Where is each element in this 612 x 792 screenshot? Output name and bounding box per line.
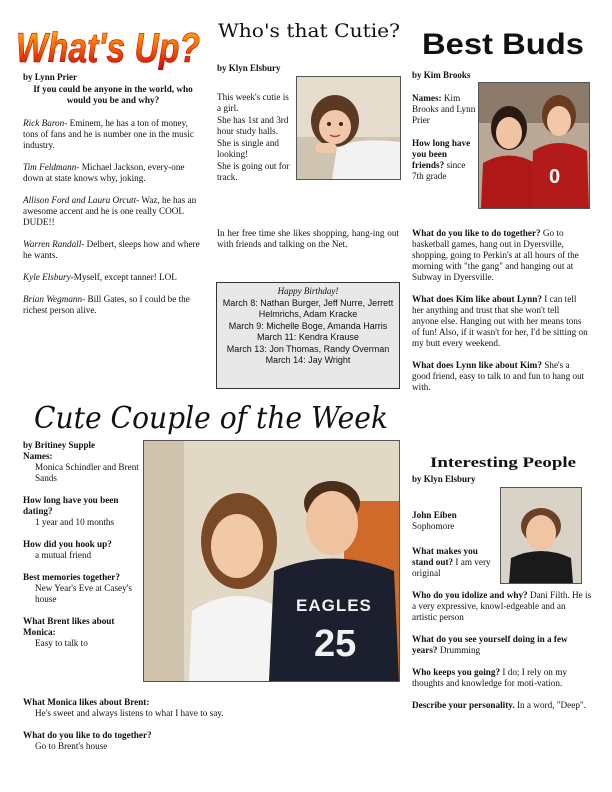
shirt-text: EAGLES	[296, 596, 372, 615]
birthday-title: Happy Birthday!	[277, 286, 339, 296]
birthday-box	[216, 282, 400, 389]
whats-up-entry-name: Brian Wegmann	[23, 294, 83, 304]
interesting-byline: by Klyn Elsbury	[412, 474, 476, 484]
couple-wide-answer: Go to Brent's house	[35, 741, 108, 751]
couple-answer: New Year's Eve at Casey's house	[35, 583, 132, 604]
whats-up-title: What's Up?	[16, 24, 200, 70]
best-buds-title: Best Buds	[422, 28, 584, 61]
couple-names: Monica Schindler and Brent Sands	[35, 462, 139, 483]
whats-up-entry-name: Warren Randall	[23, 239, 82, 249]
couple-header	[32, 396, 392, 438]
couple-qa-wide-item	[23, 697, 398, 719]
best-buds-answer: Go to basketball games, hang out in Dyersville, shopping, going to Perkin's at all hours of the morning with "the gang" and hanging out at Subway in Dyersville.	[412, 228, 579, 282]
svg-text:0: 0	[549, 166, 561, 188]
couple-wide-answer: He's sweet and always listens to what I have to say.	[35, 708, 224, 718]
whats-up-entry	[23, 195, 203, 228]
interesting-answer: I do; I rely on my thoughts and knowledge for moti-vation.	[412, 667, 567, 688]
cutie-header	[216, 15, 406, 45]
whats-up-entry-answer: - Eminem, he has a ton of money, tons of fans and he is number one in the music industry.	[23, 118, 194, 150]
cutie-title: Who's that Cutie?	[218, 20, 400, 42]
cutie-line: She is going out for track.	[217, 161, 290, 182]
whats-up-entry-answer: - Michael Jackson, every-one down at state knows why, joking.	[23, 162, 185, 183]
interesting-qa-item	[412, 667, 592, 689]
couple-wide-question: What Monica likes about Brent:	[23, 697, 150, 707]
interesting-answer: I am very original	[412, 557, 491, 578]
birthday-line: March 8: Nathan Burger, Jeff Nurre, Jerrett Helmrichs, Adam Kracke	[222, 297, 394, 319]
birthday-lines	[217, 298, 399, 367]
best-buds-question: What does Kim like about Lynn?	[412, 294, 542, 304]
best-buds-question: What does Lynn like about Kim?	[412, 360, 542, 370]
cutie-line: This week's cutie is a girl.	[217, 92, 289, 113]
couple-question: What Brent likes about Monica:	[23, 616, 115, 637]
interesting-qa	[412, 546, 592, 722]
interesting-question: What makes you stand out?	[412, 546, 478, 567]
whats-up-byline: by Lynn Prier	[23, 72, 78, 82]
best-buds-names-label: Names:	[412, 93, 442, 103]
couple-title: Cute Couple of the Week	[34, 401, 388, 436]
couple-question: How did you hook up?	[23, 539, 112, 549]
interesting-qa-item	[412, 634, 592, 656]
couple-question: How long have you been dating?	[23, 495, 119, 516]
couple-left-col	[23, 440, 141, 649]
couple-qa-wide-item	[23, 730, 398, 752]
couple-question: Best memories together?	[23, 572, 120, 582]
best-buds-qa-item	[412, 228, 588, 283]
cutie-line: She is single and looking!	[217, 138, 280, 159]
best-buds-header	[420, 24, 590, 64]
best-buds-friends-a: since 7th grade	[412, 160, 466, 181]
best-buds-qa-item	[412, 360, 588, 393]
couple-answer: 1 year and 10 months	[35, 517, 115, 527]
whats-up-entry	[23, 239, 203, 261]
cutie-line: She has 1st and 3rd hour study halls.	[217, 115, 289, 136]
couple-answer: a mutual friend	[35, 550, 92, 560]
whats-up-entry-answer: - Delbert, sleeps how and where he wants.	[23, 239, 200, 260]
best-buds-answer: She's a good friend, easy to talk to and fun to hang out with.	[412, 360, 585, 392]
best-buds-intro	[412, 70, 476, 182]
couple-wide-question: What do you like to do together?	[23, 730, 152, 740]
best-buds-photo	[478, 82, 590, 209]
best-buds-qa	[412, 228, 588, 404]
birthday-line: March 9: Michelle Boge, Amanda Harris	[228, 320, 388, 331]
interesting-intro	[412, 510, 496, 532]
birthday-line: March 11: Kendra Krause	[257, 332, 359, 342]
whats-up-entry-name: Tim Feldmann	[23, 162, 77, 172]
cutie-text	[217, 92, 293, 184]
couple-names-label: Names:	[23, 451, 53, 461]
interesting-qa-item	[412, 590, 592, 623]
interesting-title: Interesting People	[430, 455, 577, 471]
whats-up-column	[23, 72, 203, 327]
whats-up-entry-name: Rick Baron	[23, 118, 65, 128]
whats-up-entries	[23, 118, 203, 316]
interesting-answer: Drumming	[437, 645, 481, 655]
interesting-person-name: John Eiben	[412, 510, 457, 520]
whats-up-entry-name: Allison Ford and Laura Orcutt	[23, 195, 137, 205]
interesting-answer: In a word, "Deep".	[514, 700, 586, 710]
interesting-question: What do you see yourself doing in a few years?	[412, 634, 568, 655]
cutie-photo	[296, 76, 401, 180]
interesting-answer: Dani Filth. He is a very expressive, knowl-edgeable and an artistic person	[412, 590, 592, 622]
interesting-qa-item	[412, 546, 496, 579]
couple-qa-item	[23, 539, 141, 561]
whats-up-entry	[23, 162, 203, 184]
couple-qa-item	[23, 572, 141, 605]
couple-answer: Easy to talk to	[35, 638, 88, 648]
whats-up-entry	[23, 118, 203, 151]
best-buds-names: Kim Brooks and Lynn Prier	[412, 93, 476, 125]
whats-up-entry-answer: - Waz, he has an awesome accent and he is one really COOL DUDE!!	[23, 195, 197, 227]
best-buds-qa-item	[412, 294, 588, 349]
cutie-lines	[217, 92, 293, 183]
whats-up-entry-answer: - Bill Gates, so I could be the richest person alive.	[23, 294, 190, 315]
cutie-byline: by Klyn Elsbury	[217, 63, 281, 73]
shirt-number: 25	[314, 623, 357, 665]
couple-qa-item	[23, 495, 141, 528]
cutie-text-2: In her free time she likes shopping, hang-ing out with friends and talking on the Net.	[217, 228, 399, 249]
interesting-question: Describe your personality.	[412, 700, 515, 710]
whats-up-entry	[23, 272, 203, 283]
interesting-person-grade: Sophomore	[412, 521, 455, 531]
interesting-question: Who do you idolize and why?	[412, 590, 528, 600]
couple-qa-item	[23, 616, 141, 649]
couple-qa-wide	[23, 697, 398, 763]
whats-up-header	[14, 18, 204, 70]
best-buds-question: What do you like to do together?	[412, 228, 541, 238]
whats-up-entry-name: Kyle Elsbury	[23, 272, 71, 282]
best-buds-answer: I can tell her anything and trust that she won't tell anyone else. Hanging out with her means tons of fun! Also, if it wasn't for her, I'd be sitting on my butt every weekend.	[412, 294, 588, 348]
couple-photo	[143, 440, 400, 682]
interesting-header	[428, 452, 578, 472]
interesting-question: Who keeps you going?	[412, 667, 501, 677]
best-buds-byline: by Kim Brooks	[412, 70, 471, 80]
couple-byline: by Britiney Supple	[23, 440, 96, 450]
best-buds-friends-q: How long have you been friends?	[412, 138, 471, 170]
interesting-qa-item	[412, 700, 592, 711]
whats-up-entry-answer: -Myself, except tanner! LOL	[70, 272, 177, 282]
birthday-line: March 13: Jon Thomas, Randy Overman	[226, 343, 390, 354]
couple-qa	[23, 495, 141, 649]
birthday-line: March 14: Jay Wright	[265, 355, 351, 365]
whats-up-entry	[23, 294, 203, 316]
whats-up-question: If you could be anyone in the world, who would you be and why?	[33, 84, 193, 105]
